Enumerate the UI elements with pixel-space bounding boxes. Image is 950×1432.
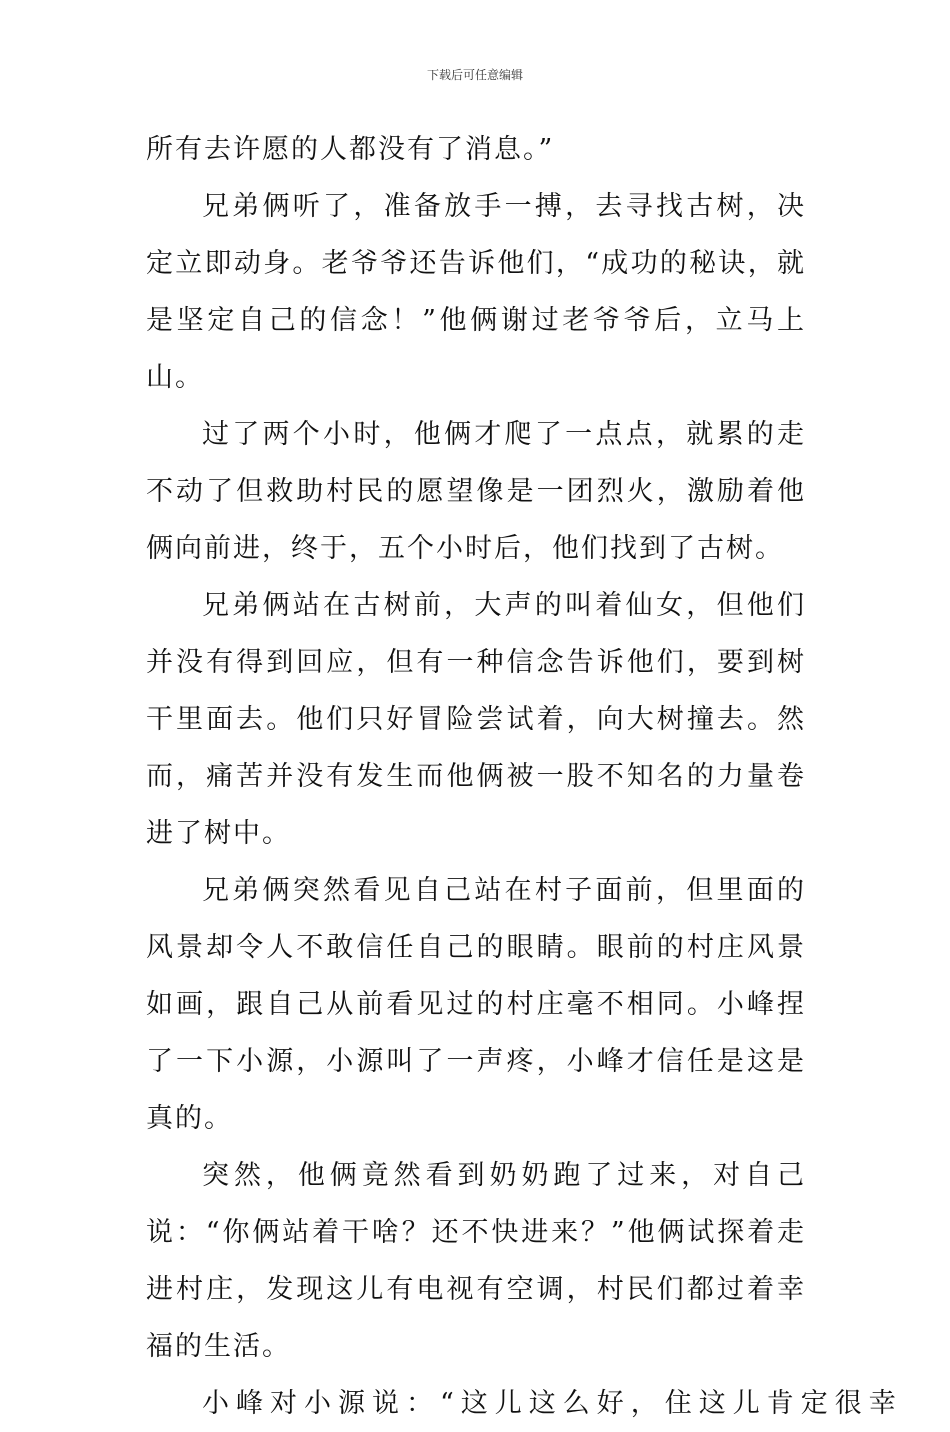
paragraph-6: 突然，他俩竟然看到奶奶跑了过来，对自己说：“你俩站着干啥？还不快进来？”他俩试探着走进村庄，发现这儿有电视有空调，村民们都过着幸福的生活。 [146,1160,806,1362]
paragraph-3: 过了两个小时，他俩才爬了一点点，就累的走不动了但救助村民的愿望像是一团烈火，激励着他俩向前进，终于，五个小时后，他们找到了古树。 [146,419,806,564]
paragraph-4: 兄弟俩站在古树前，大声的叫着仙女，但他们并没有得到回应，但有一种信念告诉他们，要到树干里面去。他们只好冒险尝试着，向大树撞去。然而，痛苦并没有发生而他俩被一股不知名的力量卷进了树中。 [146,590,806,849]
paragraph-1: 所有去许愿的人都没有了消息。” [146,134,555,165]
page-header: 下载后可任意编辑 [426,68,523,82]
document-body [146,121,903,1432]
paragraph-5: 兄弟俩突然看见自己站在村子面前，但里面的风景却令人不敢信任自己的眼睛。眼前的村庄风景如画，跟自己从前看见过的村庄毫不相同。小峰捏了一下小源，小源叫了一声疼，小峰才信任是这是真的。 [146,875,806,1134]
paragraph-2: 兄弟俩听了，准备放手一搏，去寻找古树，决定立即动身。老爷爷还告诉他们，“成功的秘诀，就是坚定自己的信念！”他俩谢过老爷爷后，立马上山。 [146,191,806,393]
paragraph-7: 小峰对小源说：“这儿这么好，住这儿肯定很幸 [202,1388,903,1419]
